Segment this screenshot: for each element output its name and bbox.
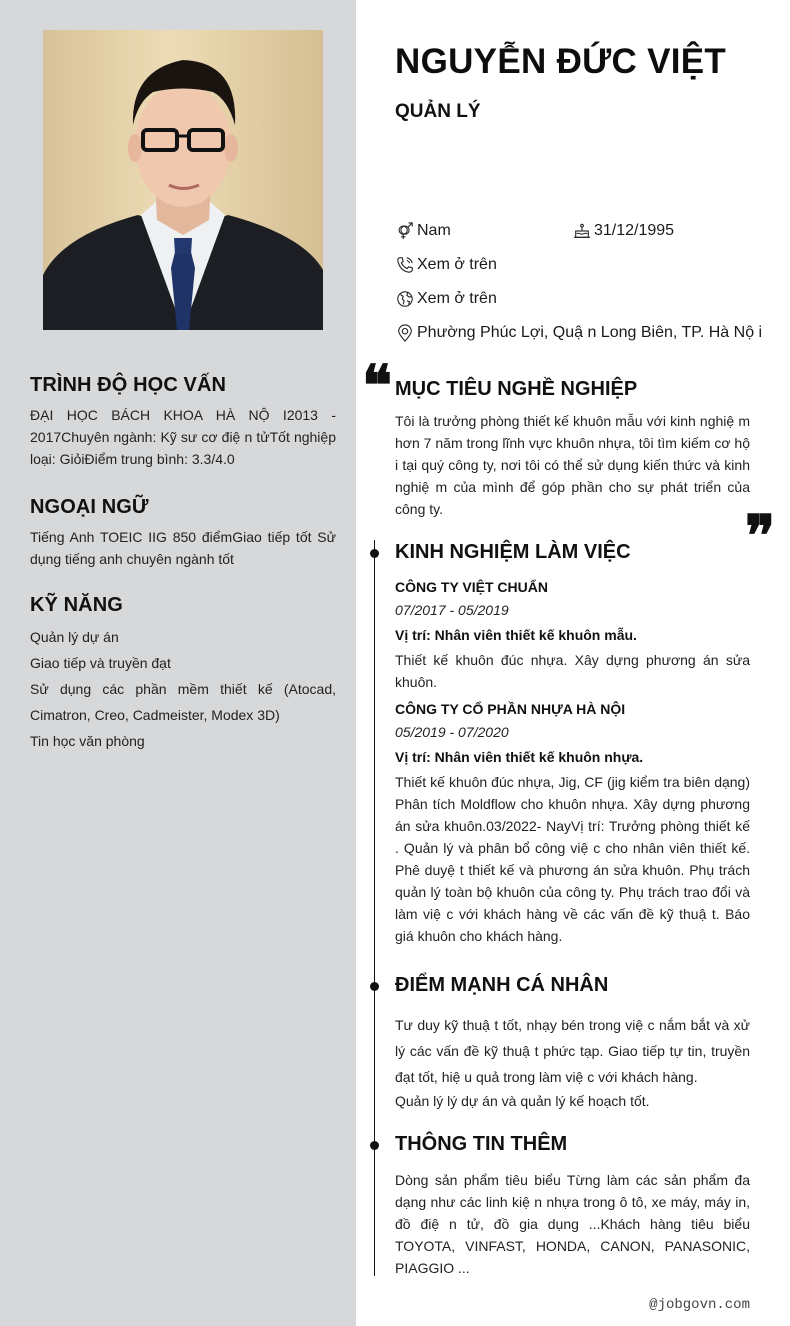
objective-heading: MỤC TIÊU NGHỀ NGHIỆP [395, 378, 638, 400]
open-quote-icon: ❝ [362, 353, 393, 419]
website-value: Xem ở trên [417, 290, 497, 307]
job-company: CÔNG TY CỔ PHẦN NHỰA HÀ NỘI [395, 701, 626, 717]
gender-icon [395, 221, 415, 241]
job-period: 05/2019 - 07/2020 [395, 724, 509, 740]
strengths-text-2: Quản lý lý dự án và quản lý kế hoạch tốt. [395, 1093, 650, 1109]
job-description: Thiết kế khuôn đúc nhựa. Xây dựng phương án sửa khuôn. [395, 652, 750, 690]
phone-info [395, 255, 497, 275]
additional-info-heading: THÔNG TIN THÊM [395, 1133, 568, 1155]
education-section [30, 373, 336, 470]
portrait-illustration [43, 30, 323, 330]
skill-item: Sử dụng các phần mềm thiết kế (Atocad, Cimatron, Creo, Cadmeister, Modex 3D) [30, 681, 336, 723]
sidebar [0, 0, 356, 1326]
gender-value: Nam [417, 222, 451, 239]
job-position: Vị trí: Nhân viên thiết kế khuôn nhựa. [395, 749, 644, 765]
strengths-heading: ĐIỂM MẠNH CÁ NHÂN [395, 974, 609, 996]
experience-heading: KINH NGHIỆM LÀM VIỆC [395, 541, 631, 563]
profile-photo [43, 30, 323, 330]
strengths-text: Tư duy kỹ thuậ t tốt, nhạy bén trong việ c nắm bắt và xử lý các vấn đề kỹ thuậ t phức tạp. Giao tiếp tự tin, truyền đạt tốt, hiệ u quả trong làm việ c với khách hàng. [395, 1017, 750, 1085]
education-text: ĐẠI HỌC BÁCH KHOA HÀ NỘ I2013 - 2017Chuyên ngành: Kỹ sư cơ điệ n tửTốt nghiệp loại: GiỏiĐiểm trung bình: 3.3/4.0 [30, 407, 336, 467]
objective-text: Tôi là trưởng phòng thiết kế khuôn mẫu với kinh nghiệ m hơn 7 năm trong lĩnh vực khuôn nhựa, tôi tìm kiếm cơ hộ i tại quý công ty, nơi tôi có thể sử dụng kiến thức và kinh nghiệ m của mình để góp phần cho sự phát triển của công ty. [395, 413, 750, 517]
additional-info-section [395, 1131, 750, 1279]
gender-info [395, 221, 451, 241]
skills-heading: KỸ NĂNG [30, 594, 123, 616]
timeline-dot [370, 1141, 379, 1150]
job-entry [395, 697, 750, 947]
job-description: Thiết kế khuôn đúc nhựa, Jig, CF (jig kiểm tra biên dạng) Phân tích Moldflow cho khuôn nhựa. Xây dựng phương án sửa khuôn.03/2022- NayVị trí: Trưởng phòng thiết kế . Quản lý và phân bổ công việ c cho nhân viên thiết kế. Phê duyệ t thiết kế và phương án sửa khuôn. Phụ trách quản lý toàn bộ khuôn của công ty. Phụ trách trao đổi và làm việ c với khách hàng về các vấn đề kỹ thuậ t. Báo giá khuôn cho khách hàng. [395, 774, 750, 944]
address-value: Phường Phúc Lợi, Quậ n Long Biên, TP. Hà Nộ i [417, 324, 763, 341]
skill-item: Giao tiếp và truyền đạt [30, 655, 171, 671]
phone-icon [395, 255, 415, 275]
strengths-section [395, 972, 750, 1112]
additional-info-text: Dòng sản phẩm tiêu biểu Từng làm các sản phẩm đa dạng như các linh kiệ n nhựa trong ô tô, xe máy, máy in, đồ điệ n tử, đồ gia dụng ...Khách hàng tiêu biểu TOYOTA, VINFAST, HONDA, CANON, PANASONIC, PIAGGIO ... [395, 1172, 750, 1276]
timeline-line [374, 540, 375, 1276]
candidate-name: NGUYỄN ĐỨC VIỆT [395, 42, 727, 81]
birthday-info [572, 221, 674, 241]
close-quote-icon: ❞ [745, 503, 776, 569]
job-entry [395, 575, 750, 693]
languages-heading: NGOẠI NGỮ [30, 496, 149, 518]
globe-icon [395, 289, 415, 309]
location-pin-icon [395, 323, 415, 343]
job-company: CÔNG TY VIỆT CHUẨN [395, 579, 548, 595]
education-heading: TRÌNH ĐỘ HỌC VẤN [30, 374, 227, 396]
experience-section [395, 539, 750, 947]
job-title: QUẢN LÝ [395, 101, 481, 122]
birthday-value: 31/12/1995 [594, 222, 675, 239]
job-period: 07/2017 - 05/2019 [395, 602, 509, 618]
timeline-dot [370, 982, 379, 991]
skill-item: Tin học văn phòng [30, 733, 145, 749]
birthday-cake-icon [572, 221, 592, 241]
website-info [395, 289, 497, 309]
languages-section [30, 495, 336, 570]
watermark: @jobgovn.com [649, 1297, 750, 1313]
languages-text: Tiếng Anh TOEIC IIG 850 điểmGiao tiếp tốt Sử dụng tiếng anh chuyên ngành tốt [30, 529, 336, 567]
address-info [395, 323, 762, 343]
skills-section [30, 593, 336, 754]
skill-item: Quản lý dự án [30, 629, 119, 645]
objective-section [395, 376, 750, 520]
timeline-dot [370, 549, 379, 558]
phone-value: Xem ở trên [417, 256, 497, 273]
job-position: Vị trí: Nhân viên thiết kế khuôn mẫu. [395, 627, 637, 643]
